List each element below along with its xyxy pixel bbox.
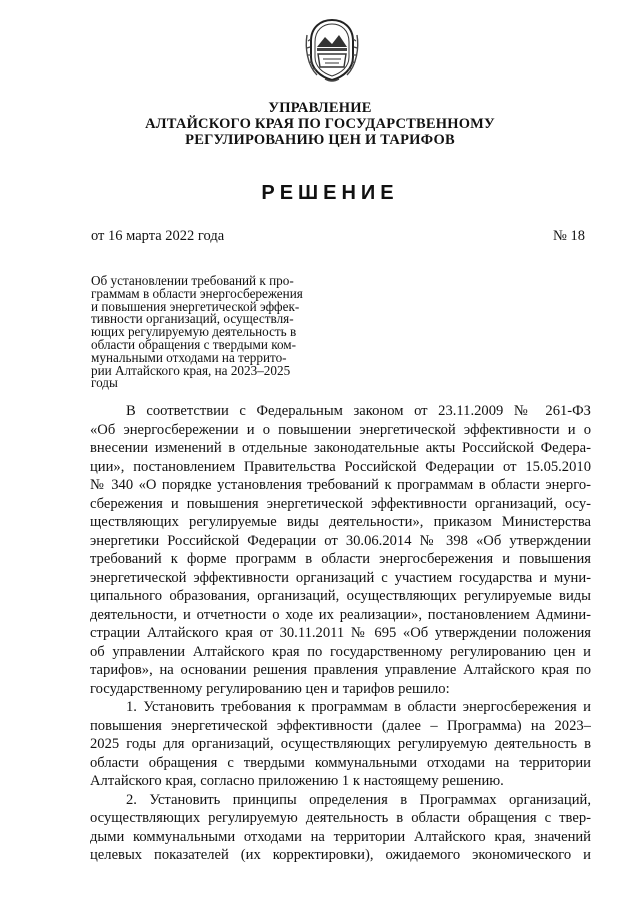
document-number: № 18 bbox=[553, 228, 585, 244]
body-line: дыми коммунальными отходами на территории Алтайского края, значений bbox=[90, 828, 591, 845]
body-line: № 340 «О порядке установления требований к программам в области энерго- bbox=[90, 477, 591, 493]
subject-line: тивности организаций, осуществля- bbox=[91, 311, 294, 327]
subject-line: Об установлении требований к про- bbox=[91, 273, 294, 288]
body-line: Алтайского края, согласно приложению 1 к настоящему решению. bbox=[90, 773, 504, 789]
organization-line: УПРАВЛЕНИЕ bbox=[268, 100, 372, 116]
subject-line: и повышения энергетической эффек- bbox=[91, 298, 300, 314]
organization-line: РЕГУЛИРОВАНИЮ ЦЕН И ТАРИФОВ bbox=[185, 132, 455, 148]
body-line: требований к форме программ в области энергосбережения и повышения bbox=[90, 551, 591, 567]
body-line: внесении изменений в отдельные законодательные акты Российской Федера- bbox=[90, 440, 591, 456]
body-line: ществляющих регулируемые виды деятельности», приказом Министерства bbox=[90, 514, 591, 530]
subject-line: годы bbox=[91, 375, 118, 391]
body-line: сбережения и повышения энергетической эффективности организаций, осу- bbox=[90, 495, 591, 512]
body-line: повышения энергетической эффективности (далее – Программа) на 2023– bbox=[90, 717, 591, 734]
body-line: энергетики Российской Федерации от 30.06.2014 № 398 «Об утверждении bbox=[90, 532, 591, 549]
body-line: 2025 годы для организаций, осуществляющих регулируемую деятельность в bbox=[90, 736, 591, 752]
subject-line: области обращения с твердыми ком- bbox=[91, 336, 297, 352]
body-line: «Об энергосбережении и о повышении энергетической эффективности и о bbox=[90, 421, 591, 438]
subject-line: ющих регулируемую деятельность в bbox=[91, 324, 297, 340]
organization-line: АЛТАЙСКОГО КРАЯ ПО ГОСУДАРСТВЕННОМУ bbox=[145, 116, 495, 132]
body-line: ции», постановлением Правительства Российской Федерации от 15.05.2010 bbox=[90, 458, 591, 475]
coat-of-arms-emblem bbox=[303, 17, 361, 83]
body-line: страции Алтайского края от 30.11.2011 № 695 «Об утверждении положения bbox=[90, 625, 591, 641]
body-line: 1. Установить требования к программам в области энергосбережения и bbox=[126, 699, 591, 715]
body-line: тарифов», на основании решения правления управление Алтайского края по bbox=[90, 662, 591, 678]
body-line: деятельности, и отчетности о ходе их реализации», постановлением Админи- bbox=[90, 606, 591, 623]
body-line: ципального образования, организаций, осуществляющих регулируемые виды bbox=[90, 588, 591, 604]
document-title: РЕШЕНИЕ bbox=[261, 182, 399, 204]
organization-header bbox=[0, 100, 640, 148]
document-subject bbox=[91, 275, 337, 390]
subject-line: мунальными отходами на террито- bbox=[91, 349, 287, 365]
body-line: осуществляющих регулируемую деятельность в области обращения с твер- bbox=[90, 810, 591, 826]
document-body bbox=[90, 402, 591, 865]
subject-line: рии Алтайского края, на 2023–2025 bbox=[91, 362, 291, 378]
body-line: целевых показателей (их корректировки), ожидаемого экономического и bbox=[90, 847, 591, 863]
body-line: энергетической эффективности организаций с участием государства и муни- bbox=[90, 569, 591, 586]
body-line: области обращения с твердыми коммунальными отходами на территории bbox=[90, 754, 591, 771]
subject-line: граммам в области энергосбережения bbox=[91, 285, 303, 301]
body-line: об управлении Алтайского края по государственному регулированию цен и bbox=[90, 643, 591, 660]
body-line: В соответствии с Федеральным законом от 23.11.2009 № 261-ФЗ bbox=[126, 403, 591, 419]
document-date: от 16 марта 2022 года bbox=[91, 228, 225, 244]
body-line: государственному регулированию цен и тарифов решило: bbox=[90, 680, 450, 697]
body-line: 2. Установить принципы определения в Программах организаций, bbox=[126, 791, 591, 808]
